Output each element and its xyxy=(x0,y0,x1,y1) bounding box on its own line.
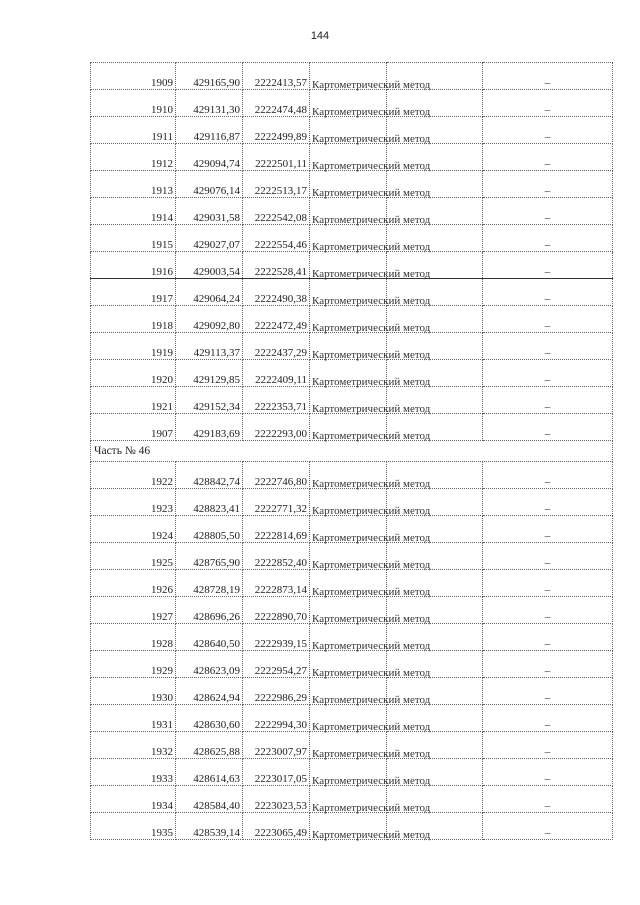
coord-y: 2222472,49 xyxy=(243,306,310,333)
point-number: 1933 xyxy=(91,759,176,786)
coord-x: 428623,09 xyxy=(176,651,243,678)
method-cell: Картометрический метод xyxy=(310,678,387,705)
coord-x: 428584,40 xyxy=(176,786,243,813)
coord-x: 429076,14 xyxy=(176,171,243,198)
coord-x: 428842,74 xyxy=(176,462,243,489)
point-number: 1924 xyxy=(91,516,176,543)
status-dash: – xyxy=(483,252,613,279)
status-dash: – xyxy=(483,732,613,759)
point-number: 1911 xyxy=(91,117,176,144)
table-row xyxy=(91,786,613,813)
point-number: 1932 xyxy=(91,732,176,759)
coord-y: 2222814,69 xyxy=(243,516,310,543)
part-heading: Часть № 46 xyxy=(91,441,613,462)
method-cell: Картометрический метод xyxy=(310,90,387,117)
coord-x: 429064,24 xyxy=(176,279,243,306)
coord-x: 428823,41 xyxy=(176,489,243,516)
point-number: 1913 xyxy=(91,171,176,198)
method-cell: Картометрический метод xyxy=(310,813,387,840)
coord-y: 2222409,11 xyxy=(243,360,310,387)
point-number: 1917 xyxy=(91,279,176,306)
page-number: 144 xyxy=(310,30,330,42)
method-cell: Картометрический метод xyxy=(310,624,387,651)
table-row xyxy=(91,678,613,705)
method-cell: Картометрический метод xyxy=(310,543,387,570)
method-cell: Картометрический метод xyxy=(310,414,387,441)
status-dash: – xyxy=(483,759,613,786)
method-cell: Картометрический метод xyxy=(310,225,387,252)
coord-y: 2222954,27 xyxy=(243,651,310,678)
status-dash: – xyxy=(483,279,613,306)
method-cell: Картометрический метод xyxy=(310,252,387,279)
method-cell: Картометрический метод xyxy=(310,597,387,624)
table-row xyxy=(91,279,613,306)
table-row xyxy=(91,198,613,225)
status-dash: – xyxy=(483,786,613,813)
coord-y: 2223007,97 xyxy=(243,732,310,759)
coord-y: 2222890,70 xyxy=(243,597,310,624)
method-cell: Картометрический метод xyxy=(310,570,387,597)
table-row xyxy=(91,333,613,360)
table-row xyxy=(91,144,613,171)
method-cell: Картометрический метод xyxy=(310,144,387,171)
coord-y: 2222293,00 xyxy=(243,414,310,441)
table-row xyxy=(91,597,613,624)
method-cell: Картометрический метод xyxy=(310,63,387,90)
table-row xyxy=(91,360,613,387)
table-row xyxy=(91,225,613,252)
status-dash: – xyxy=(483,171,613,198)
table-row xyxy=(91,90,613,117)
method-cell: Картометрический метод xyxy=(310,279,387,306)
method-cell: Картометрический метод xyxy=(310,360,387,387)
coord-y: 2222513,17 xyxy=(243,171,310,198)
coord-x: 429031,58 xyxy=(176,198,243,225)
status-dash: – xyxy=(483,360,613,387)
method-cell: Картометрический метод xyxy=(310,333,387,360)
point-number: 1931 xyxy=(91,705,176,732)
method-cell: Картометрический метод xyxy=(310,198,387,225)
coord-x: 429129,85 xyxy=(176,360,243,387)
point-number: 1909 xyxy=(91,63,176,90)
status-dash: – xyxy=(483,414,613,441)
coord-x: 428614,63 xyxy=(176,759,243,786)
coord-y: 2222852,40 xyxy=(243,543,310,570)
table-row xyxy=(91,489,613,516)
point-number: 1930 xyxy=(91,678,176,705)
coord-y: 2222771,32 xyxy=(243,489,310,516)
part-heading-row xyxy=(91,441,613,462)
status-dash: – xyxy=(483,489,613,516)
status-dash: – xyxy=(483,543,613,570)
status-dash: – xyxy=(483,198,613,225)
table-row xyxy=(91,624,613,651)
coord-x: 428805,50 xyxy=(176,516,243,543)
table-row xyxy=(91,759,613,786)
point-number: 1921 xyxy=(91,387,176,414)
status-dash: – xyxy=(483,117,613,144)
method-cell: Картометрический метод xyxy=(310,786,387,813)
method-cell: Картометрический метод xyxy=(310,489,387,516)
point-number: 1927 xyxy=(91,597,176,624)
coord-y: 2222499,89 xyxy=(243,117,310,144)
table-row xyxy=(91,705,613,732)
coord-x: 429092,80 xyxy=(176,306,243,333)
coord-y: 2222501,11 xyxy=(243,144,310,171)
coord-x: 429131,30 xyxy=(176,90,243,117)
point-number: 1915 xyxy=(91,225,176,252)
point-number: 1907 xyxy=(91,414,176,441)
table-row xyxy=(91,387,613,414)
point-number: 1919 xyxy=(91,333,176,360)
coord-y: 2222353,71 xyxy=(243,387,310,414)
part-heading-body xyxy=(91,441,613,462)
point-number: 1928 xyxy=(91,624,176,651)
method-cell: Картометрический метод xyxy=(310,705,387,732)
status-dash: – xyxy=(483,516,613,543)
status-dash: – xyxy=(483,144,613,171)
coord-y: 2222490,38 xyxy=(243,279,310,306)
coord-y: 2222746,80 xyxy=(243,462,310,489)
section-b-body xyxy=(91,462,613,840)
coord-y: 2223023,53 xyxy=(243,786,310,813)
table-row xyxy=(91,570,613,597)
table-row xyxy=(91,651,613,678)
coord-x: 428696,26 xyxy=(176,597,243,624)
coordinates-table xyxy=(90,62,613,840)
coord-x: 429165,90 xyxy=(176,63,243,90)
coord-y: 2222542,08 xyxy=(243,198,310,225)
status-dash: – xyxy=(483,63,613,90)
method-cell: Картометрический метод xyxy=(310,171,387,198)
method-cell: Картометрический метод xyxy=(310,651,387,678)
table-row xyxy=(91,63,613,90)
coord-y: 2222474,48 xyxy=(243,90,310,117)
status-dash: – xyxy=(483,90,613,117)
method-cell: Картометрический метод xyxy=(310,732,387,759)
method-cell: Картометрический метод xyxy=(310,759,387,786)
point-number: 1926 xyxy=(91,570,176,597)
coord-x: 429183,69 xyxy=(176,414,243,441)
status-dash: – xyxy=(483,387,613,414)
method-cell: Картометрический метод xyxy=(310,387,387,414)
status-dash: – xyxy=(483,813,613,840)
status-dash: – xyxy=(483,333,613,360)
status-dash: – xyxy=(483,462,613,489)
table-row xyxy=(91,516,613,543)
point-number: 1910 xyxy=(91,90,176,117)
status-dash: – xyxy=(483,570,613,597)
table-row xyxy=(91,306,613,333)
coord-x: 429113,37 xyxy=(176,333,243,360)
coord-x: 429027,07 xyxy=(176,225,243,252)
point-number: 1922 xyxy=(91,462,176,489)
table-row xyxy=(91,813,613,840)
coord-y: 2222554,46 xyxy=(243,225,310,252)
coord-y: 2222437,29 xyxy=(243,333,310,360)
coord-x: 429116,87 xyxy=(176,117,243,144)
coord-y: 2222939,15 xyxy=(243,624,310,651)
coord-x: 428625,88 xyxy=(176,732,243,759)
table-row xyxy=(91,171,613,198)
status-dash: – xyxy=(483,225,613,252)
status-dash: – xyxy=(483,597,613,624)
table-row xyxy=(91,117,613,144)
table-row xyxy=(91,543,613,570)
table-row xyxy=(91,252,613,279)
coord-x: 429152,34 xyxy=(176,387,243,414)
method-cell: Картометрический метод xyxy=(310,516,387,543)
coord-x: 428624,94 xyxy=(176,678,243,705)
coord-x: 428765,90 xyxy=(176,543,243,570)
point-number: 1914 xyxy=(91,198,176,225)
point-number: 1934 xyxy=(91,786,176,813)
coord-y: 2222528,41 xyxy=(243,252,310,279)
table-row xyxy=(91,414,613,441)
point-number: 1929 xyxy=(91,651,176,678)
coord-y: 2222413,57 xyxy=(243,63,310,90)
status-dash: – xyxy=(483,651,613,678)
method-cell: Картометрический метод xyxy=(310,117,387,144)
table-row xyxy=(91,732,613,759)
table-row xyxy=(91,462,613,489)
point-number: 1925 xyxy=(91,543,176,570)
coord-y: 2222873,14 xyxy=(243,570,310,597)
point-number: 1935 xyxy=(91,813,176,840)
coord-x: 428630,60 xyxy=(176,705,243,732)
status-dash: – xyxy=(483,705,613,732)
coord-x: 429003,54 xyxy=(176,252,243,279)
status-dash: – xyxy=(483,624,613,651)
coord-x: 429094,74 xyxy=(176,144,243,171)
method-cell: Картометрический метод xyxy=(310,306,387,333)
point-number: 1918 xyxy=(91,306,176,333)
point-number: 1923 xyxy=(91,489,176,516)
coord-y: 2222994,30 xyxy=(243,705,310,732)
section-a-body xyxy=(91,63,613,441)
point-number: 1916 xyxy=(91,252,176,279)
coord-y: 2223065,49 xyxy=(243,813,310,840)
point-number: 1920 xyxy=(91,360,176,387)
point-number: 1912 xyxy=(91,144,176,171)
status-dash: – xyxy=(483,306,613,333)
coord-x: 428539,14 xyxy=(176,813,243,840)
coord-y: 2222986,29 xyxy=(243,678,310,705)
coord-x: 428640,50 xyxy=(176,624,243,651)
method-cell: Картометрический метод xyxy=(310,462,387,489)
coord-x: 428728,19 xyxy=(176,570,243,597)
coord-y: 2223017,05 xyxy=(243,759,310,786)
status-dash: – xyxy=(483,678,613,705)
